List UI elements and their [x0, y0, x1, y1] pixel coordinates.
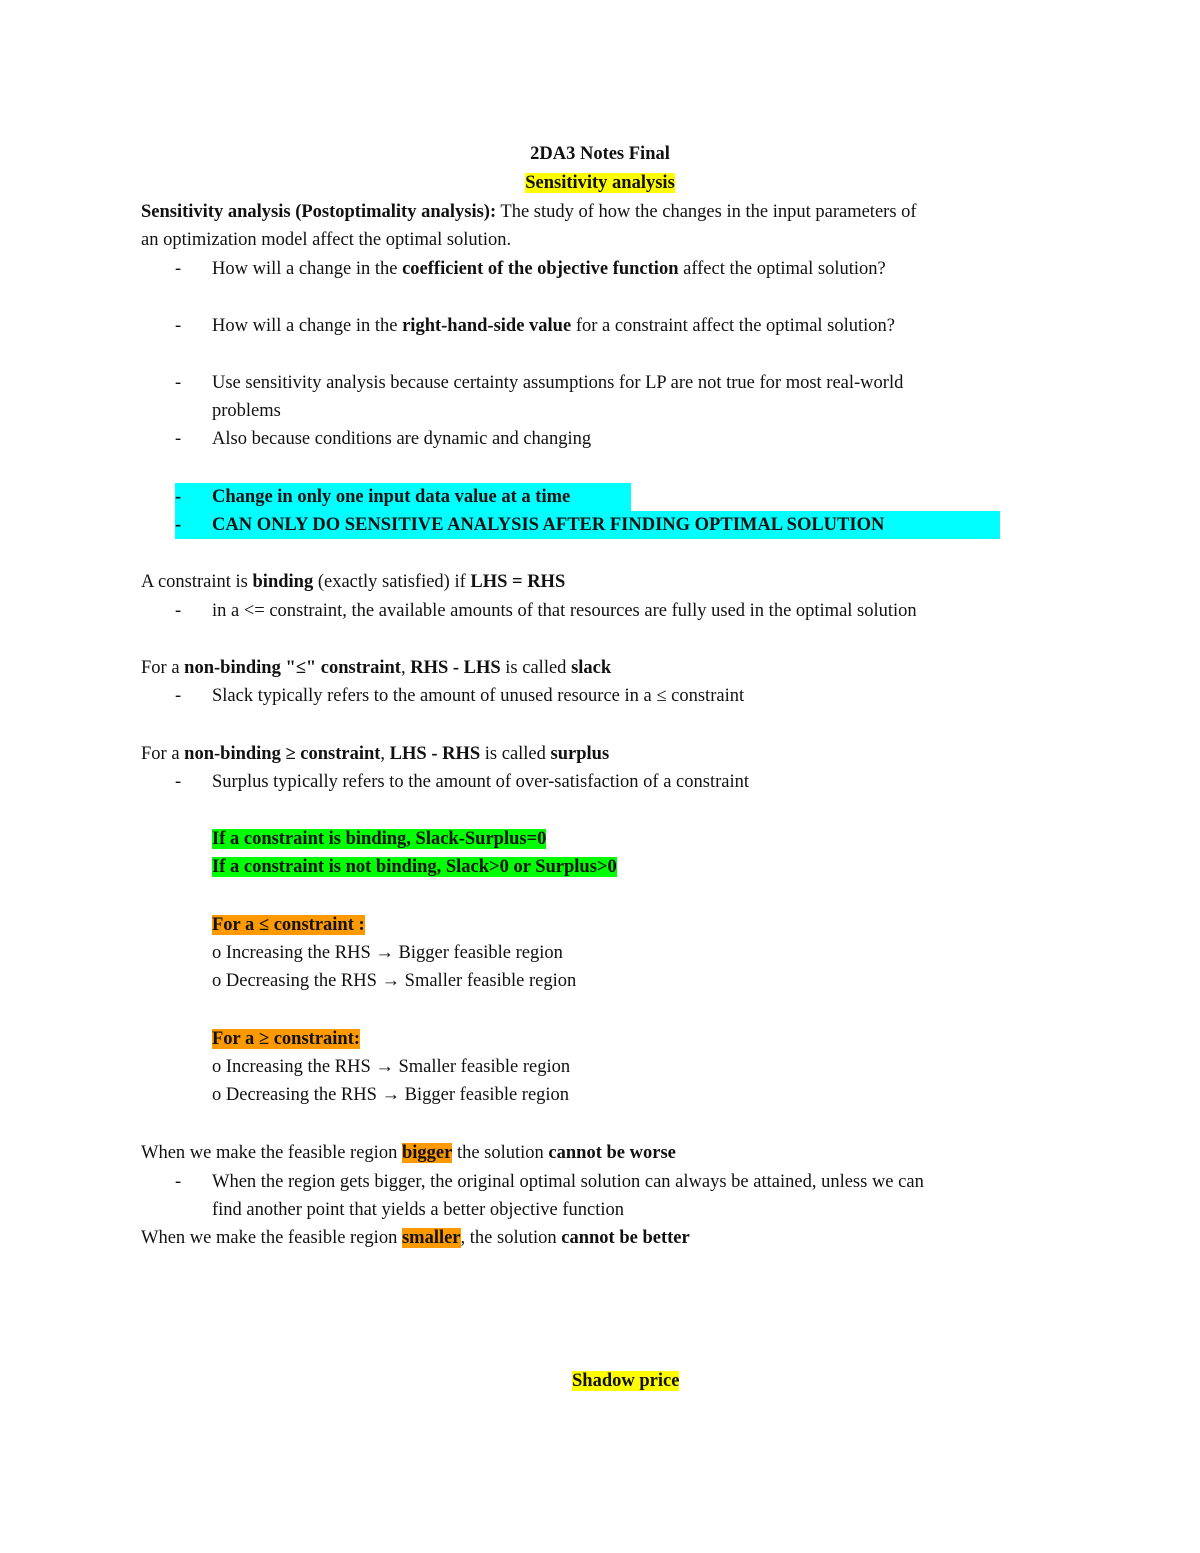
bullet-dash: - [175, 1172, 182, 1192]
le-constraint-heading: For a ≤ constraint : [212, 915, 365, 935]
highlight-one-change: Change in only one input data value at a time [212, 487, 571, 507]
bigger-region-statement: When we make the feasible region bigger the solution cannot be worse [141, 1143, 676, 1163]
bullet-dash: - [175, 686, 182, 706]
surplus-explanation: Surplus typically refers to the amount of over-satisfaction of a constraint [212, 772, 750, 792]
bullet-dynamic: Also because conditions are dynamic and changing [212, 429, 592, 449]
document-title: 2DA3 Notes Final [530, 144, 670, 164]
le-increasing: o Increasing the RHS → Bigger feasible region [212, 943, 563, 963]
green-highlight-binding: If a constraint is binding, Slack-Surplus=0 [212, 829, 547, 849]
bigger-region-explanation-1: When the region gets bigger, the original optimal solution can always be attained, unless we can [212, 1172, 924, 1192]
bullet-rhs-value: How will a change in the right-hand-side value for a constraint affect the optimal solution? [212, 316, 896, 336]
bullet-dash: - [175, 515, 182, 535]
slack-definition: For a non-binding "≤" constraint, RHS - LHS is called slack [141, 658, 612, 678]
definition-line-1: Sensitivity analysis (Postoptimality analysis): The study of how the changes in the input parameters of [141, 202, 917, 222]
bullet-certainty-line-1: Use sensitivity analysis because certainty assumptions for LP are not true for most real-world [212, 373, 904, 393]
bullet-objective-coefficient: How will a change in the coefficient of the objective function affect the optimal solution? [212, 259, 886, 279]
bullet-dash: - [175, 487, 182, 507]
smaller-region-statement: When we make the feasible region smaller, the solution cannot be better [141, 1228, 690, 1248]
bullet-dash: - [175, 373, 182, 393]
ge-increasing: o Increasing the RHS → Smaller feasible region [212, 1057, 571, 1077]
bullet-dash: - [175, 429, 182, 449]
green-highlight-not-binding: If a constraint is not binding, Slack>0 or Surplus>0 [212, 857, 617, 877]
binding-explanation: in a <= constraint, the available amounts of that resources are fully used in the optimal solution [212, 601, 917, 621]
highlight-after-optimal: CAN ONLY DO SENSITIVE ANALYSIS AFTER FINDING OPTIMAL SOLUTION [212, 515, 885, 535]
section-heading: Sensitivity analysis [525, 173, 675, 193]
bullet-dash: - [175, 259, 182, 279]
shadow-price-heading: Shadow price [572, 1371, 680, 1391]
ge-decreasing: o Decreasing the RHS → Bigger feasible region [212, 1085, 570, 1105]
slack-explanation: Slack typically refers to the amount of unused resource in a ≤ constraint [212, 686, 745, 706]
bullet-dash: - [175, 601, 182, 621]
le-decreasing: o Decreasing the RHS → Smaller feasible region [212, 971, 577, 991]
definition-line-2: an optimization model affect the optimal solution. [141, 230, 512, 250]
ge-constraint-heading: For a ≥ constraint: [212, 1029, 361, 1049]
bullet-certainty-line-2: problems [212, 401, 281, 421]
bullet-dash: - [175, 772, 182, 792]
bigger-region-explanation-2: find another point that yields a better objective function [212, 1200, 625, 1220]
bullet-dash: - [175, 316, 182, 336]
surplus-definition: For a non-binding ≥ constraint, LHS - RHS is called surplus [141, 744, 610, 764]
binding-definition: A constraint is binding (exactly satisfied) if LHS = RHS [141, 572, 566, 592]
